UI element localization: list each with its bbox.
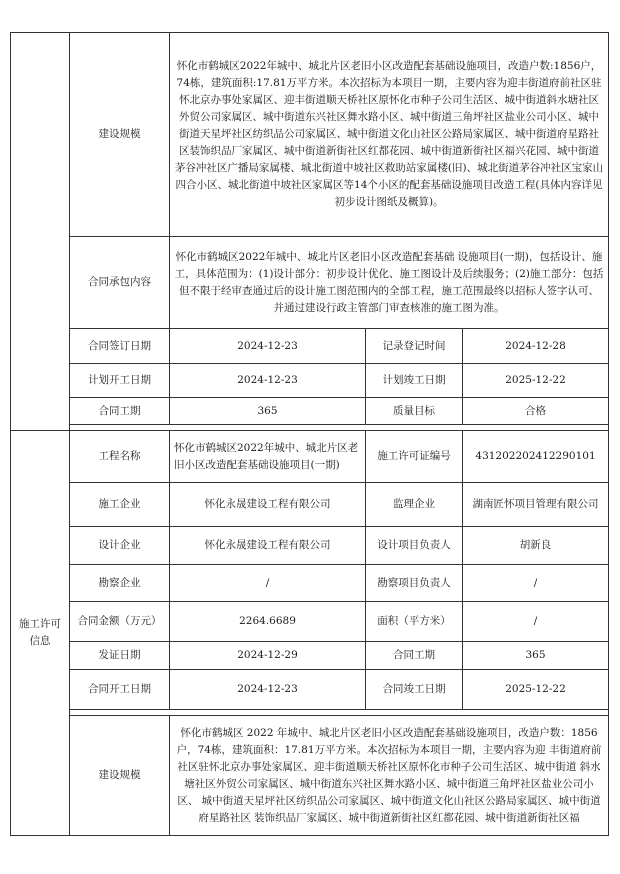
designer-row xyxy=(11,527,609,565)
sign-date-row xyxy=(11,329,609,364)
permit-scale-cell xyxy=(170,716,609,836)
contract-content-row xyxy=(11,237,609,329)
record-time-label: 记录登记时间 xyxy=(366,329,463,364)
permit-duration-label: 合同工期 xyxy=(366,642,463,670)
issue-date-row xyxy=(11,642,609,670)
contract-start-value: 2024-12-23 xyxy=(170,670,366,710)
issue-date-value: 2024-12-29 xyxy=(170,642,366,670)
contract-scale-label: 建设规模 xyxy=(70,33,170,237)
quality-label: 质量目标 xyxy=(366,398,463,425)
contract-end-value: 2025-12-22 xyxy=(463,670,609,710)
amount-row xyxy=(11,602,609,642)
permit-no-label: 施工许可证编号 xyxy=(366,431,463,483)
designer-value: 怀化永晟建设工程有限公司 xyxy=(170,527,366,565)
area-value: / xyxy=(463,602,609,642)
permit-scale-text: 怀化市鹤城区 2022 年城中、城北片区老旧小区改造配套基础设施项目，改造户数：1856户，74栋，建筑面积：17.81万平方米。本次招标为本项目一期，主要内容为迎 丰街道府前社区驻怀北京办事处家属区、迎丰街道顺天桥社区原怀化市种子公司生活区、城中街道 斜水塘社区外贸公司家属区、城中街道东兴社区舞水路小区、城中街道三角坪社区盐业公司小区、 城中街道天星坪社区纺织品公司家属区、城中街道文化山社区公路局家属区、城中街道府星路社区 装饰织品厂家属区、城中街道新街社区红都花园、城中街道新街社区福 xyxy=(176,726,602,824)
permit-no-value: 431202202412290101 xyxy=(463,431,609,483)
plan-end-value: 2025-12-22 xyxy=(463,364,609,398)
survey-row xyxy=(11,565,609,602)
permit-name-row xyxy=(11,431,609,483)
project-name-value: 怀化市鹤城区2022年城中、城北片区老旧小区改造配套基础设施项目(一期) xyxy=(170,431,366,483)
contract-content-text: 怀化市鹤城区2022年城中、城北片区老旧小区改造配套基础 设施项目(一期)，包括设计、施工，具体范围为：(1)设计部分：初步设计优化、施工图设计及后续服务；(2)施工部分：包括但不限于经审查通过后的设计施工图范围内的全部工程，施工范围最终以招标人签字认可、并通过建设行政主管部门审查核准的施工图为准。 xyxy=(170,237,609,329)
contract-end-label: 合同竣工日期 xyxy=(366,670,463,710)
contract-duration-value: 365 xyxy=(170,398,366,425)
survey-value: / xyxy=(170,565,366,602)
design-lead-label: 设计项目负责人 xyxy=(366,527,463,565)
builder-label: 施工企业 xyxy=(70,483,170,527)
quality-value: 合格 xyxy=(463,398,609,425)
contract-start-label: 合同开工日期 xyxy=(70,670,170,710)
contract-content-label: 合同承包内容 xyxy=(70,237,170,329)
project-info-table xyxy=(10,32,609,836)
sign-date-value: 2024-12-23 xyxy=(170,329,366,364)
contract-scale-text: 怀化市鹤城区2022年城中、城北片区老旧小区改造配套基础设施项目，改造户数:1856户，74栋，建筑面积:17.81万平方米。本次招标为本项目一期，主要内容为迎丰街道府前社区驻怀北京办事处家属区、迎丰街道顺天桥社区原怀化市种子公司生活区、城中街道斜水塘社区外贸公司家属区、城中街道东兴社区舞水路小区、城中街道三角坪社区盐业公司小区、城中街道天星坪社区纺织品公司家属区、城中街道文化山社区公路局家属区、城中街道府星路社区装饰织品厂家属区、城中街道新街社区红都花园、城中街道新街社区福兴花园、城中街道茅谷冲社区广播局家属楼、城北街道中坡社区救助站家属楼(旧)、城北街道茅谷冲社区宝家山四合小区、城北街道中坡社区家属区等14个小区的配套基础设施项目改造工程(具体内容详见初步设计图纸及概算)。 xyxy=(170,33,609,237)
design-lead-value: 胡新良 xyxy=(463,527,609,565)
builder-value: 怀化永晟建设工程有限公司 xyxy=(170,483,366,527)
permit-section-label: 施工许可信息 xyxy=(11,431,70,836)
permit-scale-label: 建设规模 xyxy=(70,716,170,836)
supervisor-value: 湖南匠怀项目管理有限公司 xyxy=(463,483,609,527)
survey-label: 勘察企业 xyxy=(70,565,170,602)
project-name-label: 工程名称 xyxy=(70,431,170,483)
plan-start-label: 计划开工日期 xyxy=(70,364,170,398)
permit-date-row xyxy=(11,670,609,710)
contract-duration-row xyxy=(11,398,609,425)
permit-duration-value: 365 xyxy=(463,642,609,670)
supervisor-label: 监理企业 xyxy=(366,483,463,527)
builder-row xyxy=(11,483,609,527)
record-time-value: 2024-12-28 xyxy=(463,329,609,364)
amount-label: 合同金额（万元） xyxy=(70,602,170,642)
designer-label: 设计企业 xyxy=(70,527,170,565)
sign-date-label: 合同签订日期 xyxy=(70,329,170,364)
contract-section-cell xyxy=(11,33,70,431)
plan-start-value: 2024-12-23 xyxy=(170,364,366,398)
amount-value: 2264.6689 xyxy=(170,602,366,642)
survey-lead-value: / xyxy=(463,565,609,602)
issue-date-label: 发证日期 xyxy=(70,642,170,670)
plan-end-label: 计划竣工日期 xyxy=(366,364,463,398)
contract-scale-row xyxy=(11,33,609,237)
permit-scale-row xyxy=(11,716,609,836)
area-label: 面积（平方米） xyxy=(366,602,463,642)
contract-duration-label: 合同工期 xyxy=(70,398,170,425)
survey-lead-label: 勘察项目负责人 xyxy=(366,565,463,602)
plan-date-row xyxy=(11,364,609,398)
